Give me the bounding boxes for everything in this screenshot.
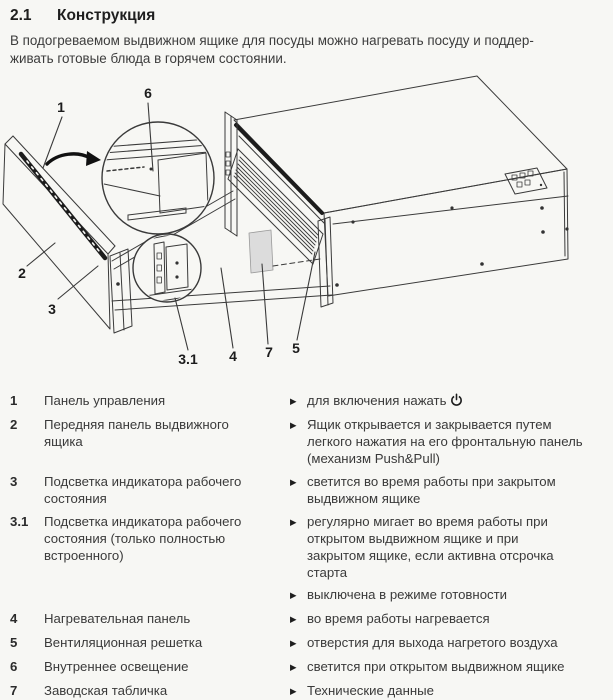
item-name: Внутреннее освещение [44, 659, 189, 674]
bullet-text: регулярно мигает во время работы при открытом выдвижном ящике и при закрытом ящике, если активна отсрочка старта [307, 514, 554, 580]
item-name: Заводская табличка [44, 683, 168, 698]
legend-row-2 [10, 416, 603, 467]
item-number: 3 [10, 474, 18, 489]
item-name: Подсветка индикатора рабочего состояния (только полностью встроенного) [44, 514, 242, 563]
detail-circle-light [102, 122, 214, 234]
legend-row-5 [10, 634, 603, 652]
power-icon [450, 393, 463, 407]
bullet-text: Ящик открывается и закрывается путем легкого нажатия на его фронтальную панель (механизм Push&Pull) [307, 417, 583, 466]
detail-circle-indicator [133, 234, 201, 308]
item-description [290, 416, 603, 467]
callout-label-3-1: 3.1 [178, 351, 198, 367]
construction-diagram [0, 72, 613, 386]
bullet-text: светится при открытом выдвижном ящике [307, 659, 565, 674]
bullet-icon: ▶ [290, 662, 297, 672]
bullet-icon: ▶ [290, 638, 297, 648]
callout-label-6: 6 [144, 85, 152, 101]
item-number: 6 [10, 659, 18, 674]
bullet-icon: ▶ [290, 614, 297, 624]
item-number: 3.1 [10, 514, 29, 529]
item-number: 7 [10, 683, 18, 698]
item-name: Вентиляционная решетка [44, 635, 203, 650]
control-module [505, 168, 547, 194]
item-name: Нагревательная панель [44, 611, 191, 626]
item-description [290, 634, 603, 652]
legend-row-1 [10, 392, 603, 410]
bullet-icon: ▶ [290, 420, 297, 430]
intro-line-2: живать готовые блюда в горячем состоянии. [10, 50, 287, 66]
section-number: 2.1 [10, 7, 32, 24]
callout-label-1: 1 [57, 99, 65, 115]
item-description [290, 392, 603, 410]
bullet-icon: ▶ [290, 686, 297, 696]
open-direction-arrow [47, 151, 101, 166]
legend-row-3-1 [10, 513, 603, 604]
bullet-icon: ▶ [290, 590, 297, 600]
bullet-text: Технические данные [307, 683, 434, 698]
factory-plate [249, 230, 273, 273]
page-title [10, 7, 603, 25]
bullet-text: светится во время работы при закрытом выдвижном ящике [307, 474, 556, 506]
panel-bracket [110, 249, 132, 333]
item-number: 1 [10, 393, 18, 408]
bullet-icon: ▶ [290, 517, 297, 527]
item-number: 4 [10, 611, 18, 626]
item-name: Передняя панель выдвижного ящика [44, 417, 229, 449]
item-name: Подсветка индикатора рабочего состояния [44, 474, 242, 506]
legend-row-6 [10, 658, 603, 676]
item-description [290, 513, 603, 581]
bullet-icon: ▶ [290, 396, 297, 406]
callout-label-7: 7 [265, 344, 273, 360]
item-number: 5 [10, 635, 18, 650]
item-description [290, 473, 603, 507]
item-description [290, 658, 603, 676]
intro-line-1: В подогреваемом выдвижном ящике для посуды можно нагревать посуду и поддер- [10, 33, 534, 48]
item-description [290, 586, 603, 604]
section-title: Конструкция [57, 7, 156, 24]
callout-label-2: 2 [18, 265, 26, 281]
bullet-text: во время работы нагревается [307, 611, 490, 626]
item-number: 2 [10, 417, 18, 432]
bullet-text: для включения нажать [307, 393, 447, 408]
item-description [290, 682, 603, 700]
intro-paragraph [10, 32, 603, 67]
legend-list [10, 392, 603, 700]
item-description [290, 610, 603, 628]
callout-label-3: 3 [48, 301, 56, 317]
appliance-body [225, 76, 569, 307]
bullet-text: выключена в режиме готовности [307, 587, 508, 602]
legend-row-7 [10, 682, 603, 700]
legend-row-3 [10, 473, 603, 507]
front-right-post [318, 217, 339, 307]
bullet-text: отверстия для выхода нагретого воздуха [307, 635, 558, 650]
front-left-post [225, 112, 237, 236]
callout-label-5: 5 [292, 340, 300, 356]
callout-label-4: 4 [229, 348, 237, 364]
item-name: Панель управления [44, 393, 166, 408]
bullet-icon: ▶ [290, 477, 297, 487]
legend-row-4 [10, 610, 603, 628]
construction-figure [0, 72, 613, 386]
screws [351, 206, 568, 266]
